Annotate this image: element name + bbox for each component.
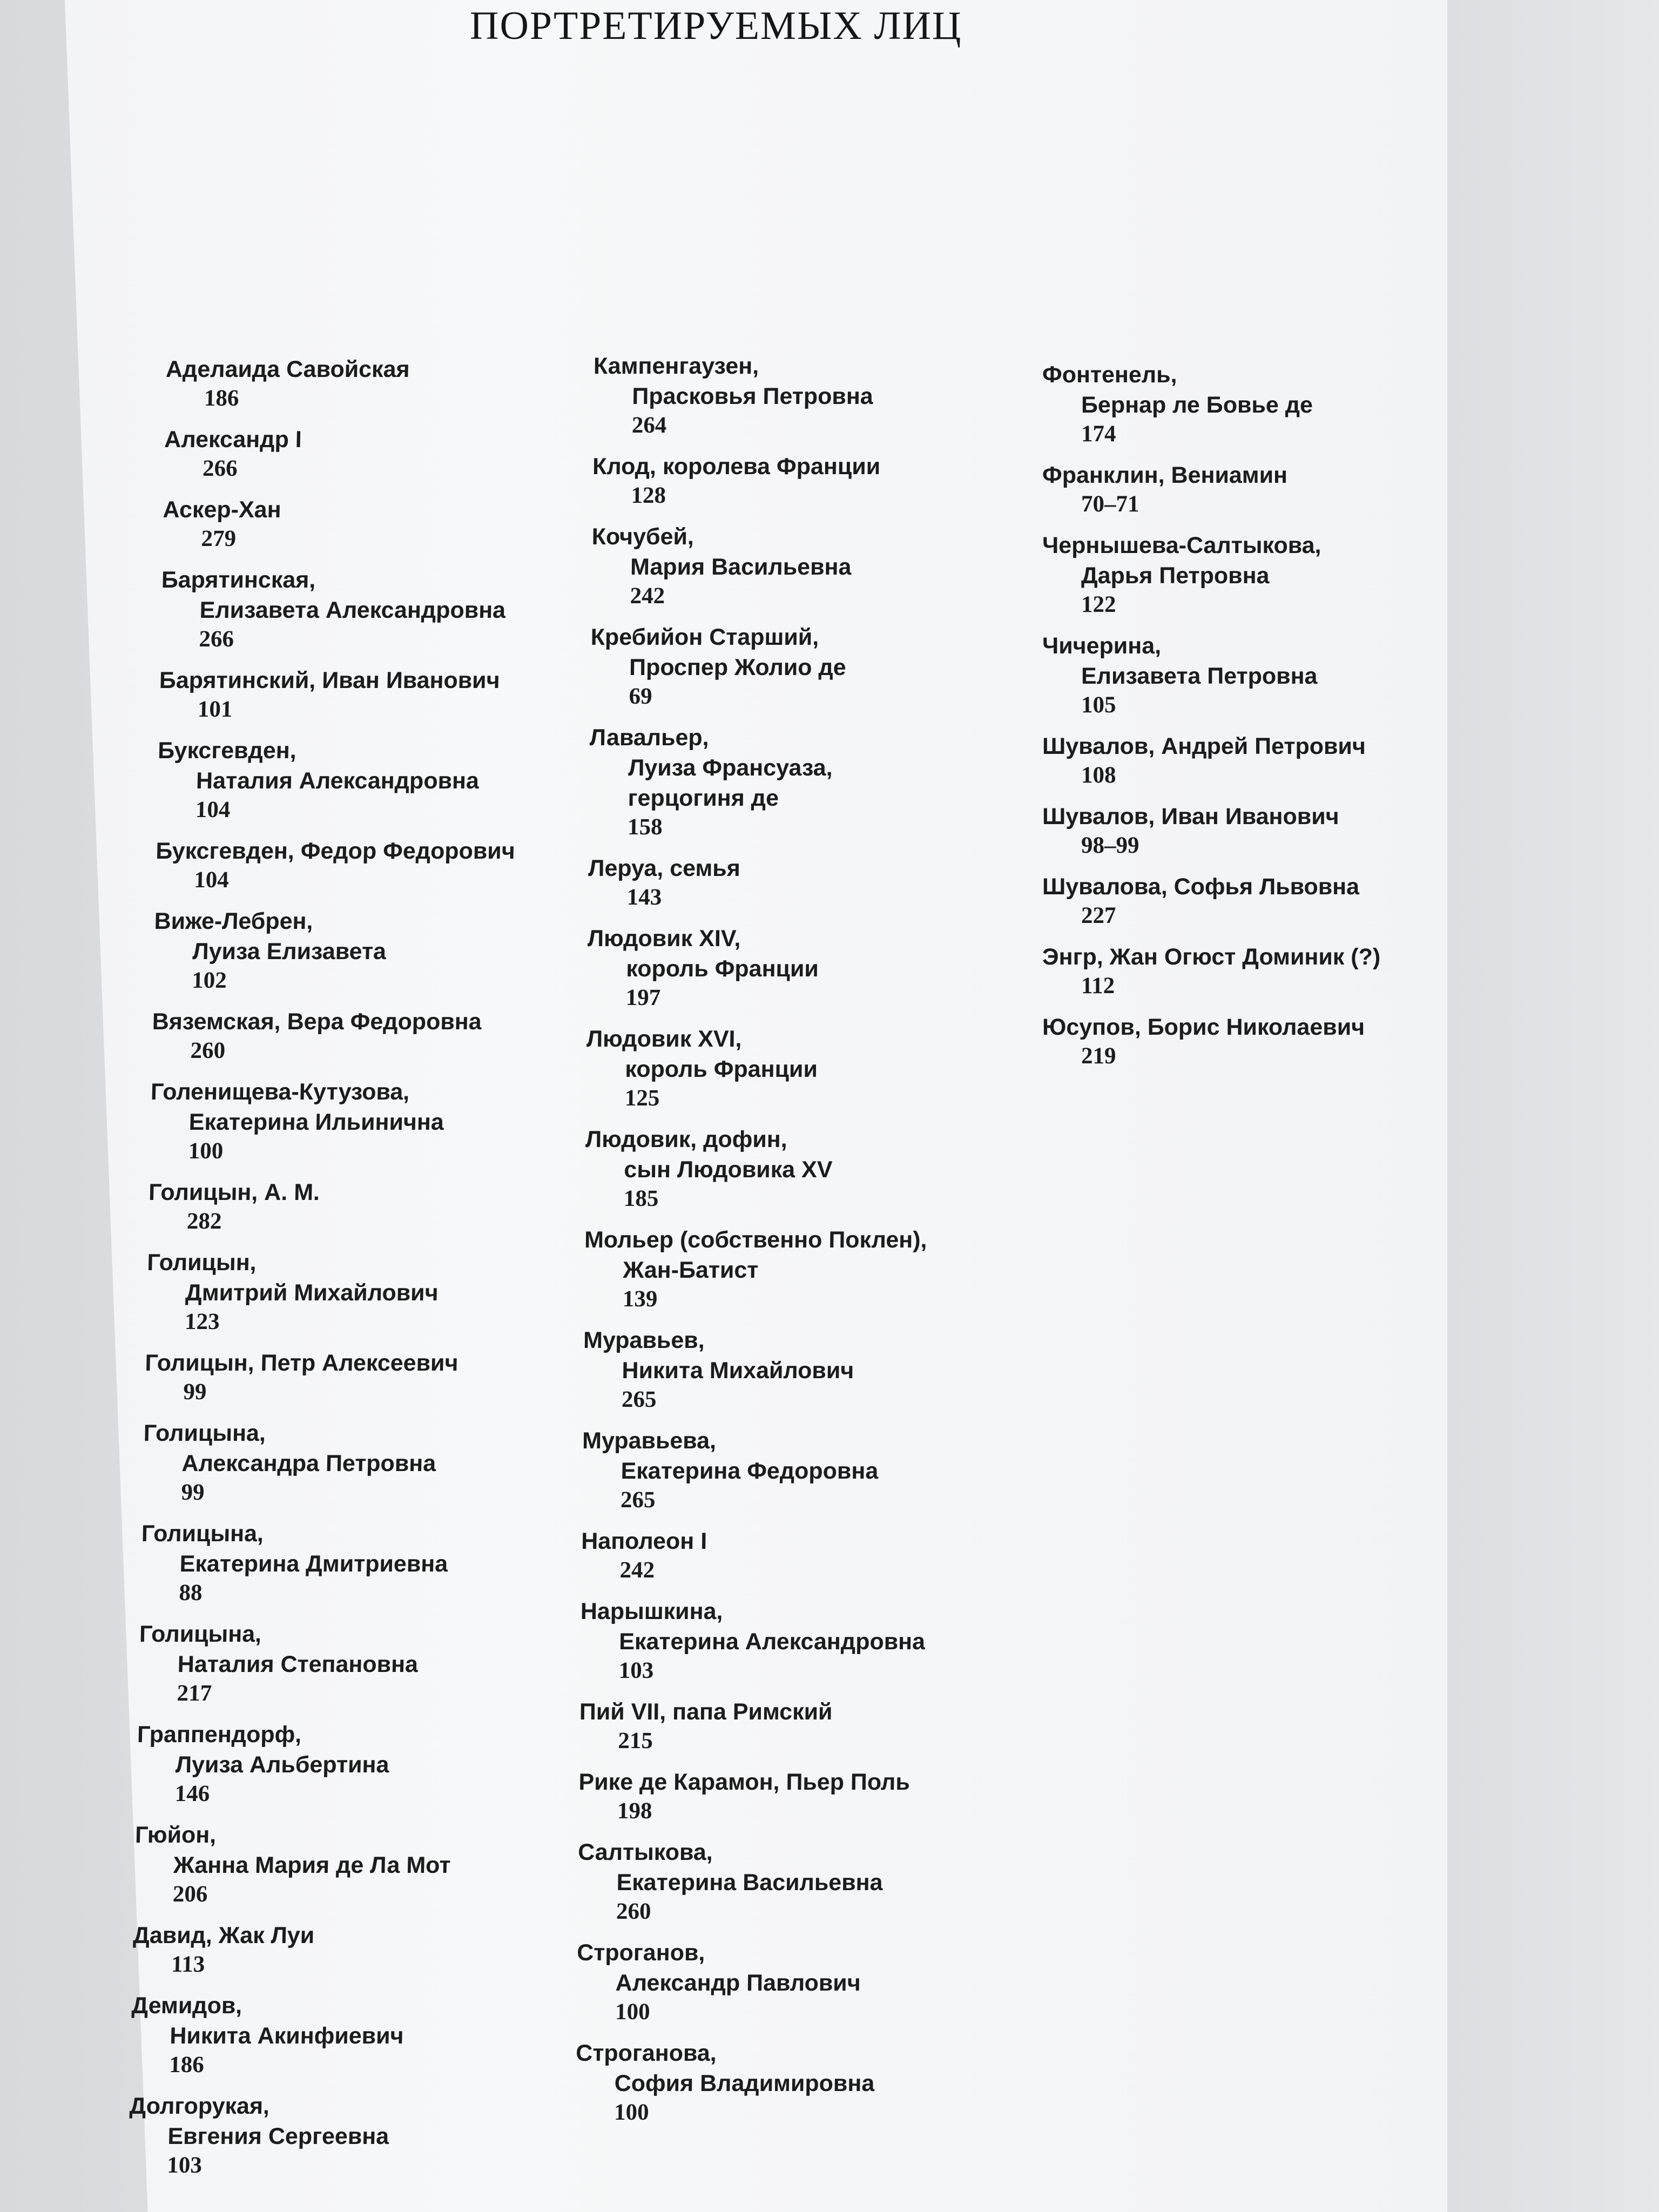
entry-page-number: 266 [202,456,238,481]
entry-name-continuation: Мария Васильевна [630,554,852,580]
entry-name: Салтыкова, [577,1839,713,1865]
index-entry [589,723,1065,841]
entry-page-number: 206 [172,1881,208,1907]
entry-name-continuation: Никита Акинфиевич [169,2023,404,2049]
index-entry [588,853,1063,912]
index-entry [579,1697,1055,1755]
entry-page-number: 104 [193,867,230,893]
index-entry [133,1820,610,1908]
entry-name-continuation: Екатерина Васильевна [616,1870,883,1896]
entry-page-number: 186 [168,2052,205,2078]
entry-page-number: 266 [199,626,234,652]
entry-name: Кампенгаузен, [593,353,759,379]
entry-name-continuation: король Франции [625,1056,818,1082]
entry-name-continuation: Луиза Франсуаза, [628,755,833,781]
entry-page-number: 265 [621,1387,657,1412]
entry-page-number: 101 [197,697,233,722]
entry-page-number: 242 [619,1557,655,1583]
entry-name-continuation: Дарья Петровна [1081,563,1270,589]
entry-page-number: 158 [627,814,663,840]
entry-page-number: 217 [177,1681,212,1706]
index-entry [1042,942,1518,1000]
entry-name: Виже-Лебрен, [154,908,313,934]
entry-name: Строганова, [576,2040,717,2066]
entry-name: Франклин, Вениамин [1042,462,1288,488]
entry-name: Голицын, А. М. [148,1179,320,1205]
entry-name-continuation: Евгения Сергеевна [167,2123,389,2149]
index-entry [583,1325,1059,1414]
entry-page-number: 260 [190,1038,226,1063]
entry-page-number: 102 [191,968,227,993]
index-entry [593,351,1069,440]
entry-name: Аделаида Савойская [165,356,410,382]
entry-name: Барятинская, [161,567,316,593]
index-entry [128,2091,605,2180]
entry-name: Муравьева, [582,1428,717,1454]
entry-page-number: 105 [1081,692,1116,718]
entry-name: Граппендорф, [137,1722,302,1748]
entry-page-number: 103 [618,1658,654,1683]
entry-page-number: 123 [184,1309,220,1334]
entry-page-number: 103 [166,2153,203,2178]
entry-name-continuation: Жанна Мария де Ла Мот [173,1852,451,1878]
entry-page-number: 99 [180,1480,205,1505]
entry-page-number: 122 [1081,592,1116,617]
entry-page-number: 146 [174,1781,210,1806]
entry-name-continuation: Дмитрий Михайлович [185,1280,439,1306]
entry-name-continuation: Елизавета Петровна [1081,663,1318,689]
entry-page-number: 108 [1081,763,1116,788]
index-entry [579,1596,1056,1685]
entry-name: Кочубей, [591,524,694,550]
entry-name: Долгорукая, [129,2093,270,2119]
entry-name-continuation: Елизавета Александровна [199,597,506,623]
index-entry [592,451,1068,510]
index-entry [584,1225,1060,1313]
entry-name-continuation: Александра Петровна [181,1451,436,1476]
entry-page-number: 264 [631,413,667,438]
entry-name-continuation: Екатерина Федоровна [621,1458,879,1484]
entry-page-number: 99 [183,1379,207,1405]
index-entry [132,1920,609,1979]
index-entry [140,1519,617,1607]
entry-name: Голицына, [141,1521,264,1547]
entry-name-continuation: Екатерина Ильинична [188,1109,444,1135]
entry-page-number: 265 [620,1487,656,1513]
index-entry [155,836,631,894]
entry-name-continuation: Екатерина Дмитриевна [179,1551,448,1577]
index-entry [587,923,1063,1012]
index-entry [1042,731,1518,790]
index-entry [585,1124,1061,1213]
index-entry [156,736,633,824]
entry-name: Муравьев, [583,1327,705,1353]
entry-name-continuation: герцогиня де [628,785,779,811]
entry-page-number: 100 [188,1138,224,1164]
index-entry [165,354,641,413]
entry-name: Чернышева-Салтыкова, [1042,532,1321,558]
entry-name-continuation: Наталия Степановна [177,1651,419,1677]
entry-page-number: 215 [618,1728,653,1754]
entry-page-number: 279 [200,526,237,551]
entry-name-continuation: Екатерина Александровна [619,1629,926,1655]
entry-name-continuation: Александр Павлович [615,1970,861,1996]
entry-name: Кребийон Старший, [590,624,819,650]
entry-name: Гюйон, [134,1822,217,1848]
entry-name-continuation: Луиза Альбертина [175,1752,389,1778]
entry-name-continuation: Прасковья Петровна [632,383,874,409]
index-entry [158,665,635,724]
entry-name: Людовик, дофин, [585,1127,788,1152]
entry-page-number: 100 [615,1999,650,2025]
entry-page-number: 219 [1081,1043,1116,1069]
entry-name: Голицына, [143,1420,266,1446]
entry-name: Энгр, Жан Огюст Доминик (?) [1042,944,1381,970]
entry-name: Нарышкина, [580,1599,723,1624]
entry-name-continuation: Проспер Жолио де [629,655,847,680]
entry-name: Голенищева-Кутузова, [150,1079,410,1105]
index-entry [576,1938,1053,2026]
entry-page-number: 185 [623,1186,659,1211]
index-entry [581,1526,1056,1584]
entry-page-number: 112 [1081,973,1115,999]
index-entry [1042,872,1518,930]
index-entry [1042,1012,1518,1070]
entry-name: Клод, королева Франции [592,454,881,480]
entry-page-number: 139 [622,1286,658,1312]
entry-page-number: 282 [186,1209,222,1234]
entry-name: Шувалов, Иван Иванович [1042,804,1339,830]
entry-name: Фонтенель, [1042,362,1177,388]
entry-name: Лавальер, [589,725,709,751]
entry-name-continuation: Жан-Батист [623,1257,759,1283]
index-entry [577,1837,1054,1926]
entry-name: Шувалова, Софья Львовна [1042,874,1360,900]
entry-name: Юсупов, Борис Николаевич [1042,1014,1365,1040]
index-entry [590,622,1066,711]
entry-page-number: 227 [1081,903,1116,928]
index-column-1 [127,354,641,2191]
entry-page-number: 197 [625,985,661,1010]
page-edge [1447,0,1659,2212]
index-entry [582,1426,1058,1514]
entry-name: Демидов, [131,1993,242,2019]
entry-name: Леруа, семья [588,855,741,881]
entry-page-number: 128 [631,483,666,508]
entry-page-number: 198 [617,1798,652,1824]
index-entry [136,1719,612,1808]
entry-name: Буксгевден, Федор Федорович [155,838,516,864]
index-entry [1042,801,1518,860]
entry-page-number: 143 [626,885,662,910]
entry-page-number: 174 [1081,421,1116,447]
index-entry [578,1767,1054,1825]
entry-name-continuation: Бернар ле Бовье де [1081,392,1313,418]
entry-name: Строганов, [577,1940,705,1966]
index-entry [147,1177,624,1236]
entry-name: Людовик XIV, [587,926,741,952]
entry-name: Голицын, Петр Алексеевич [144,1350,458,1376]
entry-page-number: 70–71 [1081,491,1139,517]
entry-name: Вяземская, Вера Федоровна [152,1009,482,1035]
entry-name: Пий VII, папа Римский [579,1699,833,1725]
entry-name: Буксгевден, [157,738,297,764]
index-entry [586,1024,1062,1112]
entry-name: Наполеон I [581,1528,707,1554]
entry-name: Голицына, [139,1621,262,1647]
entry-name-continuation: София Владимировна [614,2071,875,2096]
entry-page-number: 186 [204,386,239,411]
index-entry [575,2038,1051,2127]
index-entry [146,1247,623,1336]
entry-page-number: 98–99 [1081,833,1139,858]
entry-name-continuation: Никита Михайлович [622,1358,854,1384]
entry-name: Александр I [164,427,302,453]
index-entry [162,495,638,553]
entry-name: Давид, Жак Луи [132,1923,315,1948]
index-entry [160,565,637,653]
index-entry [138,1619,615,1708]
entry-name-continuation: король Франции [626,956,819,982]
entry-name-continuation: Луиза Елизавета [192,939,387,965]
entry-page-number: 104 [195,797,231,822]
index-entry [153,906,630,995]
index-column-2 [575,351,1069,2139]
entry-page-number: 260 [616,1899,651,1924]
entry-page-number: 242 [630,583,665,609]
entry-name: Барятинский, Иван Иванович [159,667,501,693]
index-column-3 [1042,360,1518,1082]
entry-name: Мольер (собственно Поклен), [584,1227,927,1253]
entry-name-continuation: Наталия Александровна [195,768,480,794]
index-entry [142,1418,619,1507]
entry-page-number: 125 [624,1085,660,1111]
entry-name: Рике де Карамон, Пьер Поль [578,1769,911,1795]
index-entry [144,1348,621,1406]
index-entry [591,522,1067,610]
entry-name: Аскер-Хан [163,497,282,523]
entry-name: Голицын, [146,1250,257,1276]
entry-page-number: 69 [629,684,652,709]
entry-name: Людовик XVI, [586,1026,742,1052]
entry-page-number: 113 [171,1952,205,1977]
entry-name: Чичерина, [1042,633,1162,659]
index-entry [130,1991,607,2079]
index-entry [1042,530,1518,619]
page-title: ПОРТРЕТИРУЕМЫХ ЛИЦ [470,4,962,48]
entry-page-number: 100 [613,2100,649,2125]
entry-name-continuation: сын Людовика XV [624,1157,833,1183]
entry-name: Шувалов, Андрей Петрович [1042,733,1366,759]
index-entry [1042,460,1518,518]
index-entry [1042,631,1518,719]
index-entry [164,424,640,483]
index-entry [1042,360,1518,448]
index-entry [149,1077,626,1165]
index-entry [151,1007,628,1065]
entry-page-number: 88 [179,1580,203,1606]
